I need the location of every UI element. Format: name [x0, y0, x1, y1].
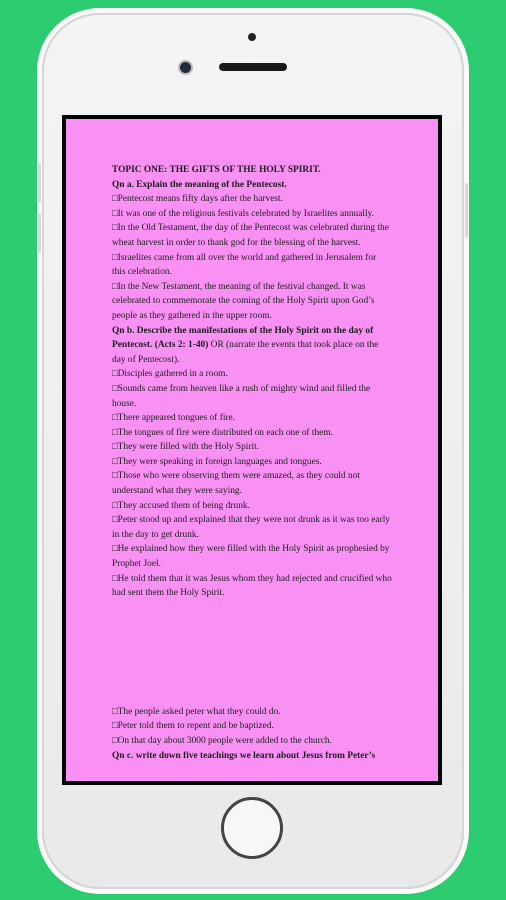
question-heading: Qn a. Explain the meaning of the Pentecost.: [112, 179, 287, 190]
text-line: □It was one of the religious festivals celebrated by Israelites annually.: [112, 208, 374, 219]
text-line: □In the Old Testament, the day of the Pentecost was celebrated during the wheat harvest in order to thank god for the blessing of the harvest.: [112, 223, 389, 248]
document-page[interactable]: [66, 119, 438, 781]
text-line: □Peter told them to repent and be baptized.: [112, 721, 274, 732]
text-line: □Disciples gathered in a room.: [112, 369, 228, 380]
text-line: □Sounds came from heaven like a rush of mighty wind and filled the house.: [112, 383, 371, 409]
text-line: □Pentecost means fifty days after the harvest.: [112, 194, 283, 205]
earpiece-speaker: [219, 63, 287, 71]
text-line: □There appeared tongues of fire.: [112, 413, 236, 424]
text-line: □Peter stood up and explained that they were not drunk as it was too early in the day to get drunk.: [112, 515, 390, 540]
proximity-sensor: [248, 33, 256, 41]
power-button: [465, 183, 468, 238]
text-line: □Those who were observing them were amazed, as they could not understand what they were saying.: [112, 471, 361, 497]
text-line: □The tongues of fire were distributed on each one of them.: [112, 427, 333, 438]
text-line: □They accused them of being drunk.: [112, 500, 250, 511]
text-line: □They were filled with the Holy Spirit.: [112, 442, 260, 453]
text-line: □They were speaking in foreign languages and tongues.: [112, 456, 322, 467]
text-line: □He told them that it was Jesus whom they had rejected and crucified who had sent them the Holy Spirit.: [112, 573, 392, 599]
text-line: □In the New Testament, the meaning of the festival changed. It was celebrated to commemorate the coming of the Holy Spirit upon God’s people as they gathered in the upper room.: [112, 281, 375, 321]
text-line: □Israelites came from all over the world and gathered in Jerusalem for this celebration.: [112, 252, 377, 278]
text-line: □On that day about 3000 people were added to the church.: [112, 736, 332, 746]
question-heading: Qn c. write down five teachings we learn about Jesus from Peter’s: [112, 750, 376, 761]
home-button[interactable]: [221, 797, 283, 859]
question-bold-part: Qn b. Describe the manifestations of the Holy Spirit on the day of Pentecost. (Acts 2: 1-40): [112, 325, 374, 351]
question-normal-part: OR (narrate the events that took place on the day of Pentecost).: [112, 340, 379, 365]
front-camera-icon: [180, 62, 191, 73]
text-line: □He explained how they were filled with the Holy Spirit as prophesied by Prophet Joel.: [112, 544, 390, 570]
text-line: □The people asked peter what they could do.: [112, 706, 281, 717]
document-text: [112, 163, 392, 763]
page-break-gap: [112, 601, 392, 705]
volume-button: [38, 213, 41, 253]
topic-heading: TOPIC ONE: THE GIFTS OF THE HOLY SPIRIT.: [112, 165, 321, 175]
question-heading: [112, 324, 392, 368]
volume-button: [38, 163, 41, 203]
phone-screen: [62, 115, 442, 785]
